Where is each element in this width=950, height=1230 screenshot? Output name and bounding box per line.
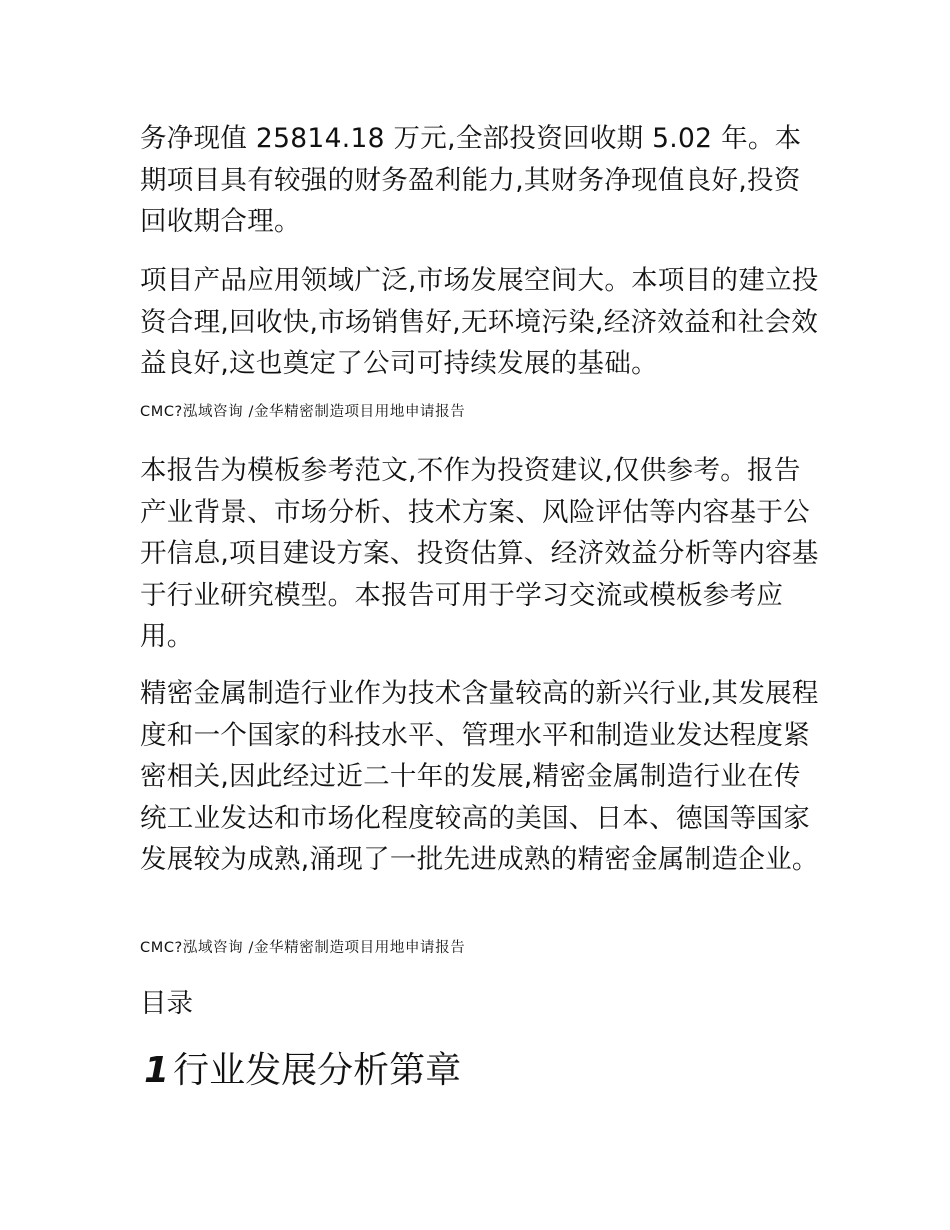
paragraph-disclaimer: 本报告为模板参考范文,不作为投资建议,仅供参考。报告产业背景、市场分析、技术方案、风险评估等内容基于公开信息,项目建设方案、投资估算、经济效益分析等内容基于行业研究模型。本报告可用于学习交流或模板参考应用。 bbox=[140, 455, 819, 652]
chapter-title: 行业发展分析第章 bbox=[173, 1050, 462, 1091]
paragraph-industry-background: 精密金属制造行业作为技术含量较高的新兴行业,其发展程度和一个国家的科技水平、管理水平和制造业发达程度紧密相关,因此经过近二十年的发展,精密金属制造行业在传统工业发达和市场化程度较高的美国、日本、德国等国家发展较为成熟,涌现了一批先进成熟的精密金属制造企业。 bbox=[140, 678, 819, 875]
toc-heading: 目录 bbox=[140, 988, 193, 1019]
paragraph-project-market: 项目产品应用领域广泛,市场发展空间大。本项目的建立投资合理,回收快,市场销售好,无环境污染,经济效益和社会效益良好,这也奠定了公司可持续发展的基础。 bbox=[140, 265, 819, 379]
chapter-heading bbox=[144, 1048, 461, 1094]
paragraph-financial-summary: 务净现值 25814.18 万元,全部投资回收期 5.02 年。本期项目具有较强的财务盈利能力,其财务净现值良好,投资回收期合理。 bbox=[140, 123, 802, 237]
chapter-number: 1 bbox=[144, 1050, 170, 1091]
page-footer: CMC?泓域咨询 /金华精密制造项目用地申请报告 bbox=[140, 940, 466, 956]
page-footer: CMC?泓域咨询 /金华精密制造项目用地申请报告 bbox=[140, 404, 466, 420]
